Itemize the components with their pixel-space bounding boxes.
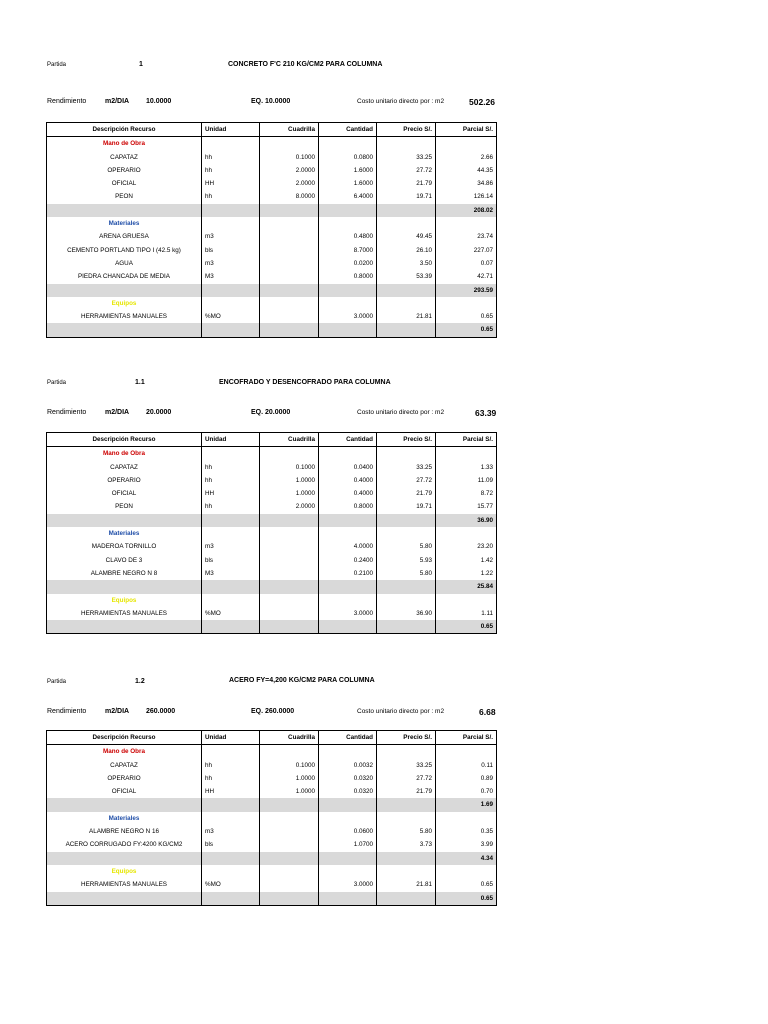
row-desc: ALAMBRE NEGRO N 8 xyxy=(47,567,202,580)
header-cuadrilla: Cuadrilla xyxy=(260,123,319,137)
row-precio: 19.71 xyxy=(377,190,436,203)
row-precio: 3.50 xyxy=(377,257,436,270)
row-unit: hh xyxy=(202,772,260,785)
subtotal-row-mano xyxy=(47,798,497,811)
row-desc: OPERARIO xyxy=(47,772,202,785)
row-desc: PEON xyxy=(47,190,202,203)
row-cantidad: 0.8000 xyxy=(319,270,377,283)
subtotal-value: 208.02 xyxy=(436,204,497,217)
row-parcial: 0.35 xyxy=(436,825,497,838)
rendimiento-unit: m2/DIA xyxy=(105,409,130,416)
row-precio: 21.79 xyxy=(377,177,436,190)
row-precio: 33.25 xyxy=(377,151,436,164)
row-desc: OPERARIO xyxy=(47,164,202,177)
row-unit: HH xyxy=(202,487,260,500)
row-desc: CEMENTO PORTLAND TIPO I (42.5 kg) xyxy=(47,244,202,257)
row-cuadrilla: 2.0000 xyxy=(260,164,319,177)
row-precio: 21.79 xyxy=(377,487,436,500)
header-unidad: Unidad xyxy=(202,123,260,137)
subtotal-value: 0.65 xyxy=(436,892,497,906)
row-desc: OFICIAL xyxy=(47,785,202,798)
row-precio: 27.72 xyxy=(377,772,436,785)
row-desc: MADEROA TORNILLO xyxy=(47,540,202,553)
row-parcial: 0.07 xyxy=(436,257,497,270)
rendimiento-value: 20.0000 xyxy=(146,409,172,416)
row-cantidad: 0.8000 xyxy=(319,500,377,513)
category-row-materiales xyxy=(47,812,497,825)
header-descripcion: Descripción Recurso xyxy=(47,123,202,137)
row-parcial: 11.09 xyxy=(436,474,497,487)
table-row xyxy=(47,567,497,580)
row-desc: CLAVO DE 3 xyxy=(47,554,202,567)
row-unit: hh xyxy=(202,190,260,203)
row-cuadrilla: 0.1000 xyxy=(260,759,319,772)
row-precio: 3.73 xyxy=(377,838,436,851)
table-row xyxy=(47,607,497,620)
row-unit: bls xyxy=(202,244,260,257)
row-precio: 27.72 xyxy=(377,474,436,487)
row-cuadrilla: 1.0000 xyxy=(260,785,319,798)
row-unit: M3 xyxy=(202,567,260,580)
table-row xyxy=(47,190,497,203)
header-cantidad: Cantidad xyxy=(319,433,377,447)
row-parcial: 8.72 xyxy=(436,487,497,500)
eq-value: 20.0000 xyxy=(265,409,291,416)
row-precio: 21.81 xyxy=(377,878,436,891)
row-cantidad: 0.0320 xyxy=(319,772,377,785)
subtotal-row-equipos xyxy=(47,323,497,337)
subtotal-row-mano xyxy=(47,514,497,527)
row-desc: ALAMBRE NEGRO N 16 xyxy=(47,825,202,838)
row-cantidad: 3.0000 xyxy=(319,310,377,323)
header-precio: Precio S/. xyxy=(377,123,436,137)
eq-value: 260.0000 xyxy=(265,708,295,715)
table-row xyxy=(47,461,497,474)
table-row xyxy=(47,151,497,164)
row-cuadrilla xyxy=(260,244,319,257)
header-parcial: Parcial S/. xyxy=(436,123,497,137)
subtotal-value: 4.34 xyxy=(436,852,497,865)
category-row-mano xyxy=(47,745,497,759)
row-parcial: 2.66 xyxy=(436,151,497,164)
row-cantidad: 0.0032 xyxy=(319,759,377,772)
row-desc: PEON xyxy=(47,500,202,513)
row-desc: OFICIAL xyxy=(47,487,202,500)
costo-value: 6.68 xyxy=(479,707,496,717)
row-precio: 5.80 xyxy=(377,825,436,838)
eq-prefix: EQ. xyxy=(251,708,264,715)
rendimiento-unit: m2/DIA xyxy=(105,708,130,715)
row-precio: 36.90 xyxy=(377,607,436,620)
row-unit: hh xyxy=(202,474,260,487)
category-row-equipos xyxy=(47,865,497,878)
row-cantidad: 0.0800 xyxy=(319,151,377,164)
table-row xyxy=(47,487,497,500)
row-unit: M3 xyxy=(202,270,260,283)
partida-label: Partida xyxy=(47,62,67,68)
category-row-mano xyxy=(47,137,497,151)
row-precio: 33.25 xyxy=(377,759,436,772)
row-unit: bls xyxy=(202,838,260,851)
row-cuadrilla xyxy=(260,825,319,838)
category-label-materiales: Materiales xyxy=(47,217,202,230)
table-header-row xyxy=(47,433,497,447)
row-parcial: 23.20 xyxy=(436,540,497,553)
row-cantidad: 0.4000 xyxy=(319,474,377,487)
costo-label: Costo unitario directo por : m2 xyxy=(357,98,445,105)
header-cantidad: Cantidad xyxy=(319,123,377,137)
table-header-row xyxy=(47,123,497,137)
row-parcial: 1.42 xyxy=(436,554,497,567)
table-row xyxy=(47,244,497,257)
header-descripcion: Descripción Recurso xyxy=(47,731,202,745)
row-cuadrilla: 2.0000 xyxy=(260,177,319,190)
row-parcial: 0.65 xyxy=(436,310,497,323)
row-cuadrilla xyxy=(260,567,319,580)
subtotal-value: 293.59 xyxy=(436,284,497,297)
row-parcial: 1.11 xyxy=(436,607,497,620)
row-unit: HH xyxy=(202,785,260,798)
category-label-equipos: Equipos xyxy=(47,594,202,607)
row-cantidad: 1.0700 xyxy=(319,838,377,851)
category-label-equipos: Equipos xyxy=(47,865,202,878)
table-row xyxy=(47,878,497,891)
header-precio: Precio S/. xyxy=(377,731,436,745)
table-row xyxy=(47,540,497,553)
row-desc: CAPATAZ xyxy=(47,151,202,164)
cost-table xyxy=(46,432,497,634)
row-parcial: 1.22 xyxy=(436,567,497,580)
row-parcial: 3.99 xyxy=(436,838,497,851)
row-cantidad: 3.0000 xyxy=(319,878,377,891)
row-desc: CAPATAZ xyxy=(47,759,202,772)
table-row xyxy=(47,310,497,323)
row-cantidad: 0.0320 xyxy=(319,785,377,798)
cost-table xyxy=(46,122,497,338)
row-unit: m3 xyxy=(202,230,260,243)
row-cuadrilla xyxy=(260,310,319,323)
costo-value: 502.26 xyxy=(469,97,495,107)
row-precio: 33.25 xyxy=(377,461,436,474)
row-cuadrilla: 0.1000 xyxy=(260,151,319,164)
costo-label: Costo unitario directo por : m2 xyxy=(357,409,445,416)
row-parcial: 15.77 xyxy=(436,500,497,513)
row-cuadrilla xyxy=(260,607,319,620)
row-precio: 21.79 xyxy=(377,785,436,798)
row-cuadrilla xyxy=(260,270,319,283)
row-cuadrilla: 2.0000 xyxy=(260,500,319,513)
row-precio: 5.93 xyxy=(377,554,436,567)
row-cantidad: 1.6000 xyxy=(319,164,377,177)
row-cuadrilla: 1.0000 xyxy=(260,474,319,487)
row-desc: OFICIAL xyxy=(47,177,202,190)
row-precio: 5.80 xyxy=(377,540,436,553)
row-cantidad: 0.0200 xyxy=(319,257,377,270)
header-cuadrilla: Cuadrilla xyxy=(260,433,319,447)
category-label-mano: Mano de Obra xyxy=(47,447,202,461)
table-row xyxy=(47,554,497,567)
row-unit: %MO xyxy=(202,310,260,323)
cost-table xyxy=(46,730,497,906)
row-cuadrilla xyxy=(260,230,319,243)
row-parcial: 44.35 xyxy=(436,164,497,177)
subtotal-value: 0.65 xyxy=(436,620,497,634)
row-precio: 5.80 xyxy=(377,567,436,580)
row-cantidad: 8.7000 xyxy=(319,244,377,257)
table-row xyxy=(47,177,497,190)
row-cantidad: 0.4000 xyxy=(319,487,377,500)
rendimiento-label: Rendimiento xyxy=(47,409,87,416)
partida-number: 1.1 xyxy=(135,379,145,386)
category-label-materiales: Materiales xyxy=(47,812,202,825)
table-row xyxy=(47,825,497,838)
row-desc: HERRAMIENTAS MANUALES xyxy=(47,310,202,323)
subtotal-row-materiales xyxy=(47,580,497,593)
row-cuadrilla xyxy=(260,540,319,553)
row-cantidad: 3.0000 xyxy=(319,607,377,620)
row-unit: hh xyxy=(202,164,260,177)
row-unit: hh xyxy=(202,151,260,164)
row-unit: bls xyxy=(202,554,260,567)
row-desc: CAPATAZ xyxy=(47,461,202,474)
table-row xyxy=(47,759,497,772)
row-cantidad: 1.6000 xyxy=(319,177,377,190)
row-precio: 21.81 xyxy=(377,310,436,323)
category-row-materiales xyxy=(47,527,497,540)
row-cuadrilla xyxy=(260,554,319,567)
header-parcial: Parcial S/. xyxy=(436,731,497,745)
row-unit: %MO xyxy=(202,878,260,891)
row-precio: 26.10 xyxy=(377,244,436,257)
row-desc: HERRAMIENTAS MANUALES xyxy=(47,607,202,620)
row-parcial: 42.71 xyxy=(436,270,497,283)
eq-prefix: EQ. xyxy=(251,98,264,105)
row-parcial: 0.89 xyxy=(436,772,497,785)
row-cantidad: 6.4000 xyxy=(319,190,377,203)
table-row xyxy=(47,772,497,785)
table-header-row xyxy=(47,731,497,745)
row-desc: PIEDRA CHANCADA DE MEDIA xyxy=(47,270,202,283)
partida-label: Partida xyxy=(47,679,67,685)
row-desc: AGUA xyxy=(47,257,202,270)
row-parcial: 34.86 xyxy=(436,177,497,190)
row-unit: m3 xyxy=(202,257,260,270)
category-row-mano xyxy=(47,447,497,461)
partida-label: Partida xyxy=(47,380,67,386)
table-row xyxy=(47,838,497,851)
row-cuadrilla: 8.0000 xyxy=(260,190,319,203)
partida-title: ENCOFRADO Y DESENCOFRADO PARA COLUMNA xyxy=(219,379,391,386)
row-cantidad: 4.0000 xyxy=(319,540,377,553)
subtotal-row-materiales xyxy=(47,284,497,297)
partida-title: ACERO FY=4,200 KG/CM2 PARA COLUMNA xyxy=(229,677,375,684)
row-parcial: 1.33 xyxy=(436,461,497,474)
subtotal-value: 36.90 xyxy=(436,514,497,527)
row-cantidad: 0.2100 xyxy=(319,567,377,580)
row-cuadrilla xyxy=(260,257,319,270)
row-desc: ARENA GRUESA xyxy=(47,230,202,243)
header-cuadrilla: Cuadrilla xyxy=(260,731,319,745)
row-unit: HH xyxy=(202,177,260,190)
header-unidad: Unidad xyxy=(202,433,260,447)
rendimiento-value: 10.0000 xyxy=(146,98,172,105)
row-parcial: 126.14 xyxy=(436,190,497,203)
row-desc: ACERO CORRUGADO FY:4200 KG/CM2 xyxy=(47,838,202,851)
category-label-equipos: Equipos xyxy=(47,297,202,310)
row-precio: 19.71 xyxy=(377,500,436,513)
row-cuadrilla: 1.0000 xyxy=(260,487,319,500)
table-row xyxy=(47,474,497,487)
table-row xyxy=(47,785,497,798)
eq-value: 10.0000 xyxy=(265,98,291,105)
row-unit: m3 xyxy=(202,825,260,838)
table-row xyxy=(47,257,497,270)
header-parcial: Parcial S/. xyxy=(436,433,497,447)
eq-prefix: EQ. xyxy=(251,409,264,416)
category-row-equipos xyxy=(47,297,497,310)
table-row xyxy=(47,270,497,283)
category-row-materiales xyxy=(47,217,497,230)
subtotal-row-equipos xyxy=(47,620,497,634)
costo-value: 63.39 xyxy=(475,408,497,418)
row-unit: hh xyxy=(202,461,260,474)
row-unit: hh xyxy=(202,500,260,513)
subtotal-value: 25.84 xyxy=(436,580,497,593)
row-cuadrilla: 0.1000 xyxy=(260,461,319,474)
rendimiento-value: 260.0000 xyxy=(146,708,176,715)
category-row-equipos xyxy=(47,594,497,607)
row-parcial: 0.11 xyxy=(436,759,497,772)
row-cantidad: 0.0600 xyxy=(319,825,377,838)
partida-number: 1.2 xyxy=(135,678,145,685)
row-cuadrilla xyxy=(260,878,319,891)
category-label-materiales: Materiales xyxy=(47,527,202,540)
row-parcial: 0.70 xyxy=(436,785,497,798)
row-cantidad: 0.4800 xyxy=(319,230,377,243)
row-unit: %MO xyxy=(202,607,260,620)
rendimiento-label: Rendimiento xyxy=(47,708,87,715)
subtotal-value: 0.65 xyxy=(436,323,497,337)
subtotal-value: 1.69 xyxy=(436,798,497,811)
row-parcial: 23.74 xyxy=(436,230,497,243)
rendimiento-unit: m2/DIA xyxy=(105,98,130,105)
costo-label: Costo unitario directo por : m2 xyxy=(357,708,445,715)
row-cuadrilla: 1.0000 xyxy=(260,772,319,785)
row-cantidad: 0.0400 xyxy=(319,461,377,474)
row-precio: 49.45 xyxy=(377,230,436,243)
row-parcial: 227.07 xyxy=(436,244,497,257)
header-cantidad: Cantidad xyxy=(319,731,377,745)
partida-number: 1 xyxy=(139,61,143,68)
header-precio: Precio S/. xyxy=(377,433,436,447)
row-unit: m3 xyxy=(202,540,260,553)
partida-title: CONCRETO F'C 210 KG/CM2 PARA COLUMNA xyxy=(228,61,383,68)
subtotal-row-materiales xyxy=(47,852,497,865)
row-precio: 27.72 xyxy=(377,164,436,177)
subtotal-row-equipos xyxy=(47,892,497,906)
header-unidad: Unidad xyxy=(202,731,260,745)
row-cuadrilla xyxy=(260,838,319,851)
row-cantidad: 0.2400 xyxy=(319,554,377,567)
row-desc: OPERARIO xyxy=(47,474,202,487)
category-label-mano: Mano de Obra xyxy=(47,137,202,151)
category-label-mano: Mano de Obra xyxy=(47,745,202,759)
row-precio: 53.39 xyxy=(377,270,436,283)
subtotal-row-mano xyxy=(47,204,497,217)
row-unit: hh xyxy=(202,759,260,772)
table-row xyxy=(47,230,497,243)
table-row xyxy=(47,500,497,513)
rendimiento-label: Rendimiento xyxy=(47,98,87,105)
row-parcial: 0.65 xyxy=(436,878,497,891)
table-row xyxy=(47,164,497,177)
header-descripcion: Descripción Recurso xyxy=(47,433,202,447)
row-desc: HERRAMIENTAS MANUALES xyxy=(47,878,202,891)
